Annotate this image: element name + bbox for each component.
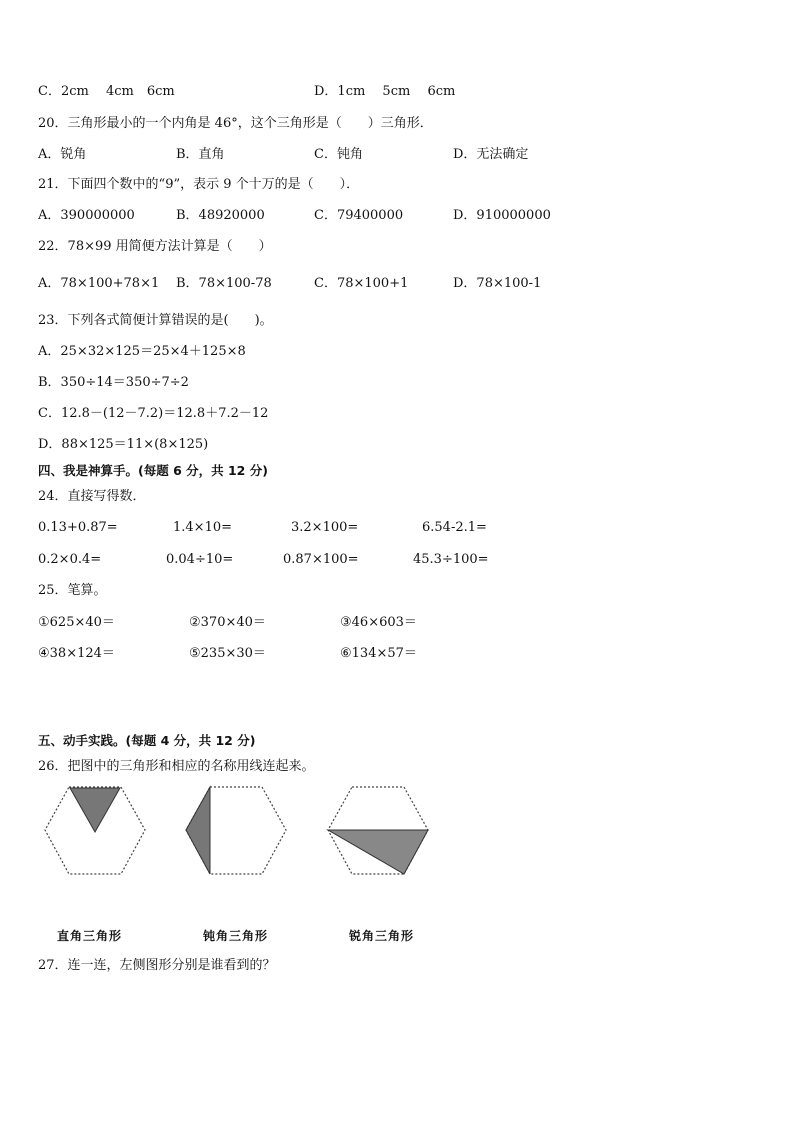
section4-title: 四、我是神算手。(每题 6 分，共 12 分) [38, 463, 268, 478]
q20-option-b: B．直角 [176, 147, 225, 162]
hexagon-figure-2 [185, 786, 287, 876]
q24-item: 0.04÷10= [166, 552, 234, 567]
triangle-label-acute: 锐角三角形 [349, 929, 415, 943]
shaded-triangle-1 [70, 788, 120, 832]
triangle-label-right: 直角三角形 [57, 929, 123, 943]
q25-stem: 25．笔算。 [38, 583, 107, 598]
q20-option-a: A．锐角 [38, 147, 87, 162]
q25-item: ⑥134×57＝ [340, 646, 417, 661]
q24-item: 6.54-2.1= [422, 520, 487, 535]
q23-stem: 23．下列各式简便计算错误的是( )。 [38, 313, 273, 328]
hexagon-figure-1 [44, 786, 146, 876]
q21-option-c: C．79400000 [314, 208, 404, 223]
q22-option-a: A．78×100+78×1 [38, 276, 160, 291]
triangle-label-obtuse: 钝角三角形 [203, 929, 269, 943]
q24-item: 0.13+0.87= [38, 520, 118, 535]
q24-item: 0.2×0.4= [38, 552, 102, 567]
q25-item: ⑤235×30＝ [189, 646, 266, 661]
q22-option-b: B．78×100-78 [176, 276, 272, 291]
q25-item: ①625×40＝ [38, 615, 115, 630]
q25-item: ③46×603＝ [340, 615, 417, 630]
q26-stem: 26．把图中的三角形和相应的名称用线连起来。 [38, 759, 315, 774]
q19-option-c: C．2cm 4cm 6cm [38, 84, 175, 99]
q24-stem: 24．直接写得数． [38, 489, 146, 504]
q21-option-d: D．910000000 [453, 208, 551, 223]
q27-stem: 27．连一连，左侧图形分别是谁看到的？ [38, 958, 276, 973]
q24-item: 45.3÷100= [413, 552, 489, 567]
q19-option-d: D．1cm 5cm 6cm [314, 84, 456, 99]
shaded-triangle-2 [186, 787, 210, 874]
q20-option-d: D．无法确定 [453, 147, 529, 162]
q24-item: 0.87×100= [283, 552, 359, 567]
q23-option-d: D．88×125＝11×(8×125) [38, 437, 209, 452]
q22-option-c: C．78×100+1 [314, 276, 409, 291]
q22-option-d: D．78×100-1 [453, 276, 542, 291]
shaded-triangle-3 [328, 830, 428, 874]
q21-stem: 21．下面四个数中的“9”，表示 9 个十万的是（ ）． [38, 177, 360, 192]
q20-option-c: C．钝角 [314, 147, 363, 162]
q25-item: ②370×40＝ [189, 615, 266, 630]
q23-option-c: C．12.8－(12－7.2)＝12.8＋7.2－12 [38, 406, 269, 421]
q21-option-a: A．390000000 [38, 208, 135, 223]
section5-title: 五、动手实践。(每题 4 分，共 12 分) [38, 733, 256, 748]
q22-stem: 22．78×99 用简便方法计算是（ ） [38, 239, 272, 254]
q23-option-b: B．350÷14＝350÷7÷2 [38, 375, 189, 390]
q24-item: 3.2×100= [291, 520, 359, 535]
q20-stem: 20．三角形最小的一个内角是 46°，这个三角形是（ ）三角形． [38, 116, 433, 131]
q25-item: ④38×124＝ [38, 646, 115, 661]
hexagon-figure-3 [327, 786, 429, 876]
q23-option-a: A．25×32×125＝25×4＋125×8 [38, 344, 246, 359]
q21-option-b: B．48920000 [176, 208, 265, 223]
q24-item: 1.4×10= [173, 520, 233, 535]
